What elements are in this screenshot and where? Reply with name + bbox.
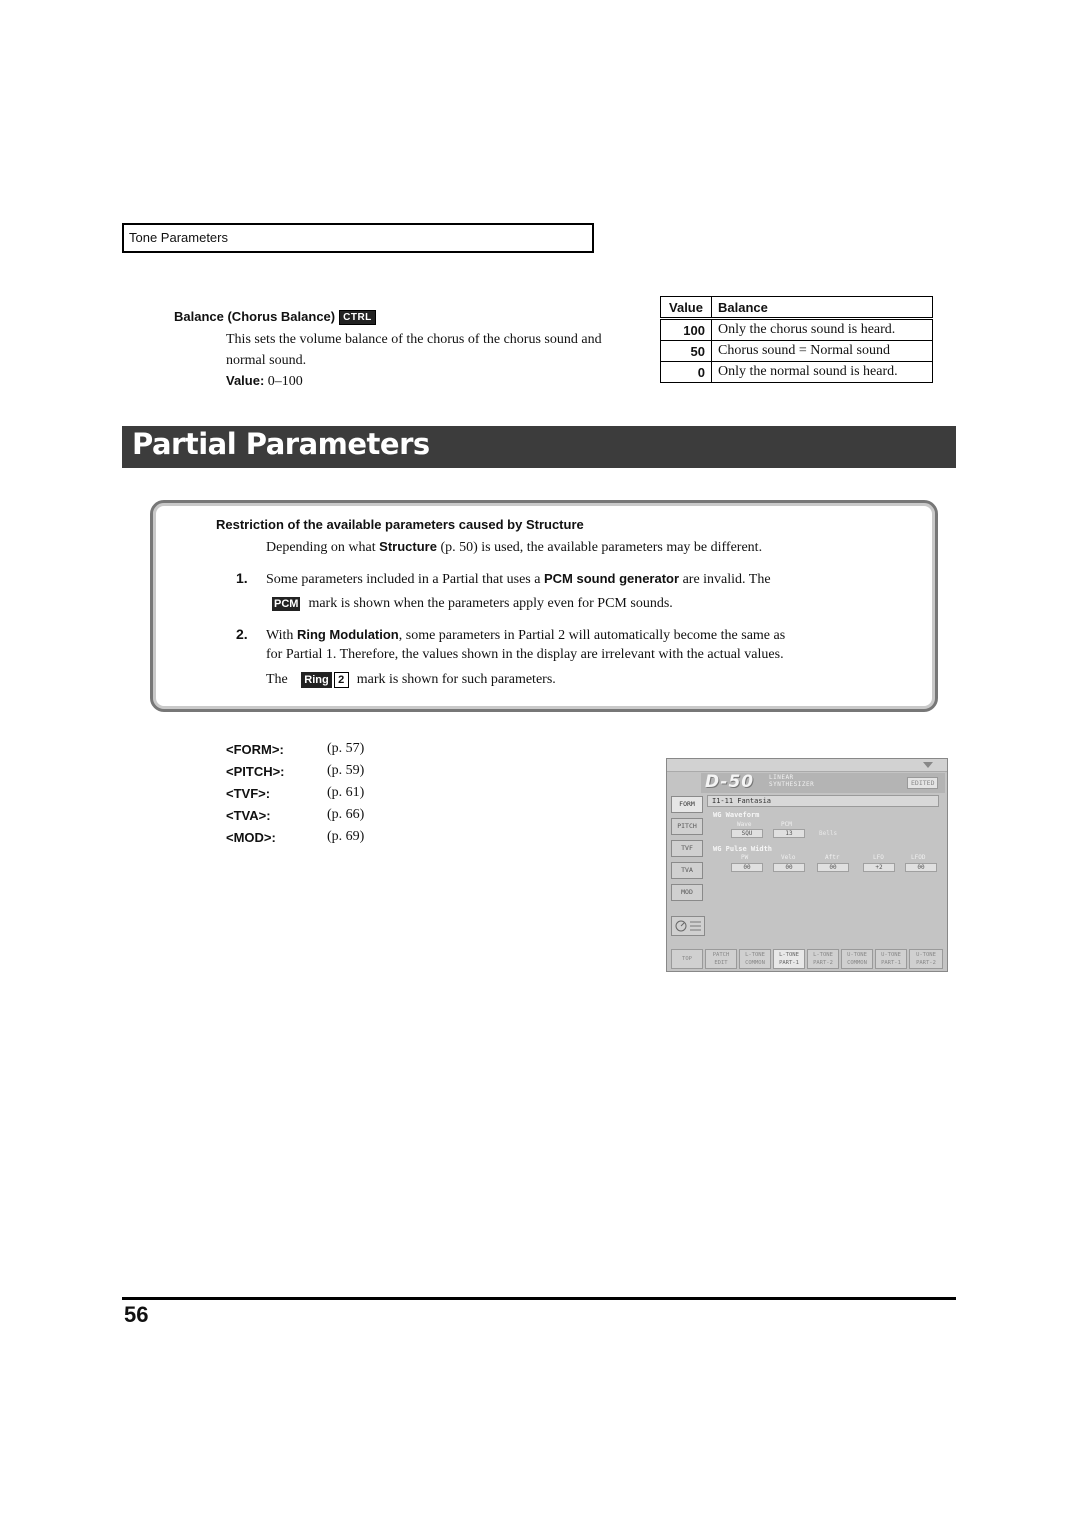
tab-u-tone-common[interactable] xyxy=(841,949,873,969)
ref-tvf-page: (p. 61) xyxy=(327,785,365,800)
note-bold: PCM sound generator xyxy=(543,571,680,586)
pw-header-pw: PW xyxy=(741,854,749,861)
balance-title xyxy=(174,309,376,325)
note-text: Some parameters included in a Partial that uses a xyxy=(266,572,541,587)
note-text: The xyxy=(266,672,288,687)
ref-form-page: (p. 57) xyxy=(327,741,365,756)
note-item-number: 2. xyxy=(236,626,248,642)
tab-label: EDIT xyxy=(714,960,728,966)
partial-2-tag: 2 xyxy=(334,672,349,688)
table-row xyxy=(661,341,933,362)
note-text: , some parameters in Partial 2 will automatically become the same as xyxy=(398,628,786,643)
side-button-tvf[interactable]: TVF xyxy=(671,840,703,857)
lfo-value[interactable]: +2 xyxy=(863,863,895,872)
table-cell-value: 0 xyxy=(661,362,712,383)
value-range: 0–100 xyxy=(267,374,303,389)
note-text: With xyxy=(266,628,294,643)
note-item1-line1 xyxy=(266,568,771,590)
value-table xyxy=(660,296,933,383)
note-item2-line1 xyxy=(266,624,785,646)
table-row xyxy=(661,362,933,383)
tab-top[interactable] xyxy=(671,949,703,969)
tab-label: U-TONE xyxy=(881,952,901,958)
lfod-value[interactable]: 00 xyxy=(905,863,937,872)
ref-mod-label: <MOD>: xyxy=(226,830,276,845)
tab-label: COMMON xyxy=(745,960,765,966)
tab-label: PART-1 xyxy=(779,960,799,966)
side-button-mod[interactable]: MOD xyxy=(671,884,703,901)
knob-icon xyxy=(675,920,687,932)
ref-tva-label: <TVA>: xyxy=(226,808,271,823)
balance-value-line xyxy=(226,373,303,390)
note-intro-text: (p. 50) is used, the available parameters may be different. xyxy=(440,540,763,555)
tab-label: COMMON xyxy=(847,960,867,966)
tab-label: L-TONE xyxy=(745,952,765,958)
side-button-tva[interactable]: TVA xyxy=(671,862,703,879)
ref-tva-page: (p. 66) xyxy=(327,807,365,822)
synth-screen xyxy=(666,758,948,972)
tab-l-tone-common[interactable] xyxy=(739,949,771,969)
note-text: mark is shown when the parameters apply even for PCM sounds. xyxy=(308,596,673,611)
pcm-name: Bells xyxy=(819,830,838,837)
patch-name-field[interactable]: I1-11 Fantasia xyxy=(707,795,939,807)
list-icon xyxy=(690,921,701,931)
ref-pitch-page: (p. 59) xyxy=(327,763,365,778)
velo-value[interactable]: 00 xyxy=(773,863,805,872)
note-intro-bold: Structure xyxy=(379,539,437,554)
tab-label: U-TONE xyxy=(916,952,936,958)
section-title-bar xyxy=(122,426,956,468)
note-text: mark is shown for such parameters. xyxy=(356,672,556,687)
wave-value[interactable]: SQU xyxy=(731,829,763,838)
side-button-pitch[interactable]: PITCH xyxy=(671,818,703,835)
value-label: Value: xyxy=(226,373,265,388)
ref-pitch-label: <PITCH>: xyxy=(226,764,285,779)
ref-mod-page: (p. 69) xyxy=(327,829,365,844)
side-button-form[interactable]: FORM xyxy=(671,796,703,813)
tab-label: U-TONE xyxy=(847,952,867,958)
section-title: Partial Parameters xyxy=(132,427,430,461)
pw-header-aftr: Aftr xyxy=(825,854,840,861)
screen-top-bar xyxy=(667,759,947,772)
table-cell-value: 50 xyxy=(661,341,712,362)
tab-label: PART-1 xyxy=(881,960,901,966)
table-cell-balance: Only the normal sound is heard. xyxy=(712,362,933,383)
table-row xyxy=(661,319,933,341)
table-cell-balance: Chorus sound = Normal sound xyxy=(712,341,933,362)
knob-list-button[interactable] xyxy=(671,916,705,936)
note-item-number: 1. xyxy=(236,570,248,586)
tab-label: TOP xyxy=(682,956,692,962)
tab-label: PART-2 xyxy=(916,960,936,966)
pw-value[interactable]: 00 xyxy=(731,863,763,872)
tab-label: L-TONE xyxy=(813,952,833,958)
tab-l-tone-part-1[interactable] xyxy=(773,949,805,969)
ref-tvf-label: <TVF>: xyxy=(226,786,271,801)
pw-header-lfo: LFO xyxy=(873,854,884,861)
logo-sub-line2: SYNTHESIZER xyxy=(769,781,815,788)
tab-l-tone-part-2[interactable] xyxy=(807,949,839,969)
aftr-value[interactable]: 00 xyxy=(817,863,849,872)
note-text: are invalid. The xyxy=(682,572,771,587)
tab-u-tone-part-2[interactable] xyxy=(909,949,943,969)
table-cell-value: 100 xyxy=(661,319,712,341)
wave-label: Wave xyxy=(737,821,752,828)
note-bold: Ring Modulation xyxy=(296,627,399,642)
pw-header-velo: Velo xyxy=(781,854,796,861)
tab-patch-edit[interactable] xyxy=(705,949,737,969)
note-title: Restriction of the available parameters caused by Structure xyxy=(216,517,584,532)
value-table-header-balance: Balance xyxy=(712,297,933,319)
pcm-tag: PCM xyxy=(274,598,299,610)
note-intro-text: Depending on what xyxy=(266,540,376,555)
dropdown-arrow-icon[interactable] xyxy=(923,762,933,768)
tab-label: PATCH xyxy=(712,952,730,958)
pw-header-lfod: LFOD xyxy=(911,854,926,861)
pcm-label: PCM xyxy=(781,821,792,828)
balance-title-text: Balance (Chorus Balance) xyxy=(174,309,336,324)
note-intro xyxy=(266,536,762,558)
page-number: 56 xyxy=(124,1302,149,1327)
d50-logo: D-50 xyxy=(705,772,755,792)
tab-label: PART-2 xyxy=(813,960,833,966)
edited-badge: EDITED xyxy=(907,777,938,789)
note-item2-line3 xyxy=(266,669,556,690)
logo-sub-line1: LINEAR xyxy=(769,774,794,781)
section-header-title: Tone Parameters xyxy=(129,230,228,245)
tab-label: L-TONE xyxy=(779,952,799,958)
ring-tag: Ring xyxy=(301,672,331,688)
logo-subtitle xyxy=(769,774,814,788)
tab-u-tone-part-1[interactable] xyxy=(875,949,907,969)
ref-form-label: <FORM>: xyxy=(226,742,284,757)
section-header-box xyxy=(122,223,594,253)
note-item1-line2 xyxy=(272,593,673,614)
ctrl-tag: CTRL xyxy=(339,310,376,325)
pcm-value[interactable]: 13 xyxy=(773,829,805,838)
note-item2-line2: for Partial 1. Therefore, the values shown in the display are irrelevant with the actual values. xyxy=(266,647,784,662)
balance-description: This sets the volume balance of the chorus of the chorus sound and normal sound. xyxy=(226,332,602,368)
value-table-header-value: Value xyxy=(661,297,712,319)
wg-pulse-width-label: WG Pulse Width xyxy=(713,845,773,853)
wg-waveform-label: WG Waveform xyxy=(713,811,760,819)
footer-rule xyxy=(122,1297,956,1300)
table-cell-balance: Only the chorus sound is heard. xyxy=(712,319,933,341)
